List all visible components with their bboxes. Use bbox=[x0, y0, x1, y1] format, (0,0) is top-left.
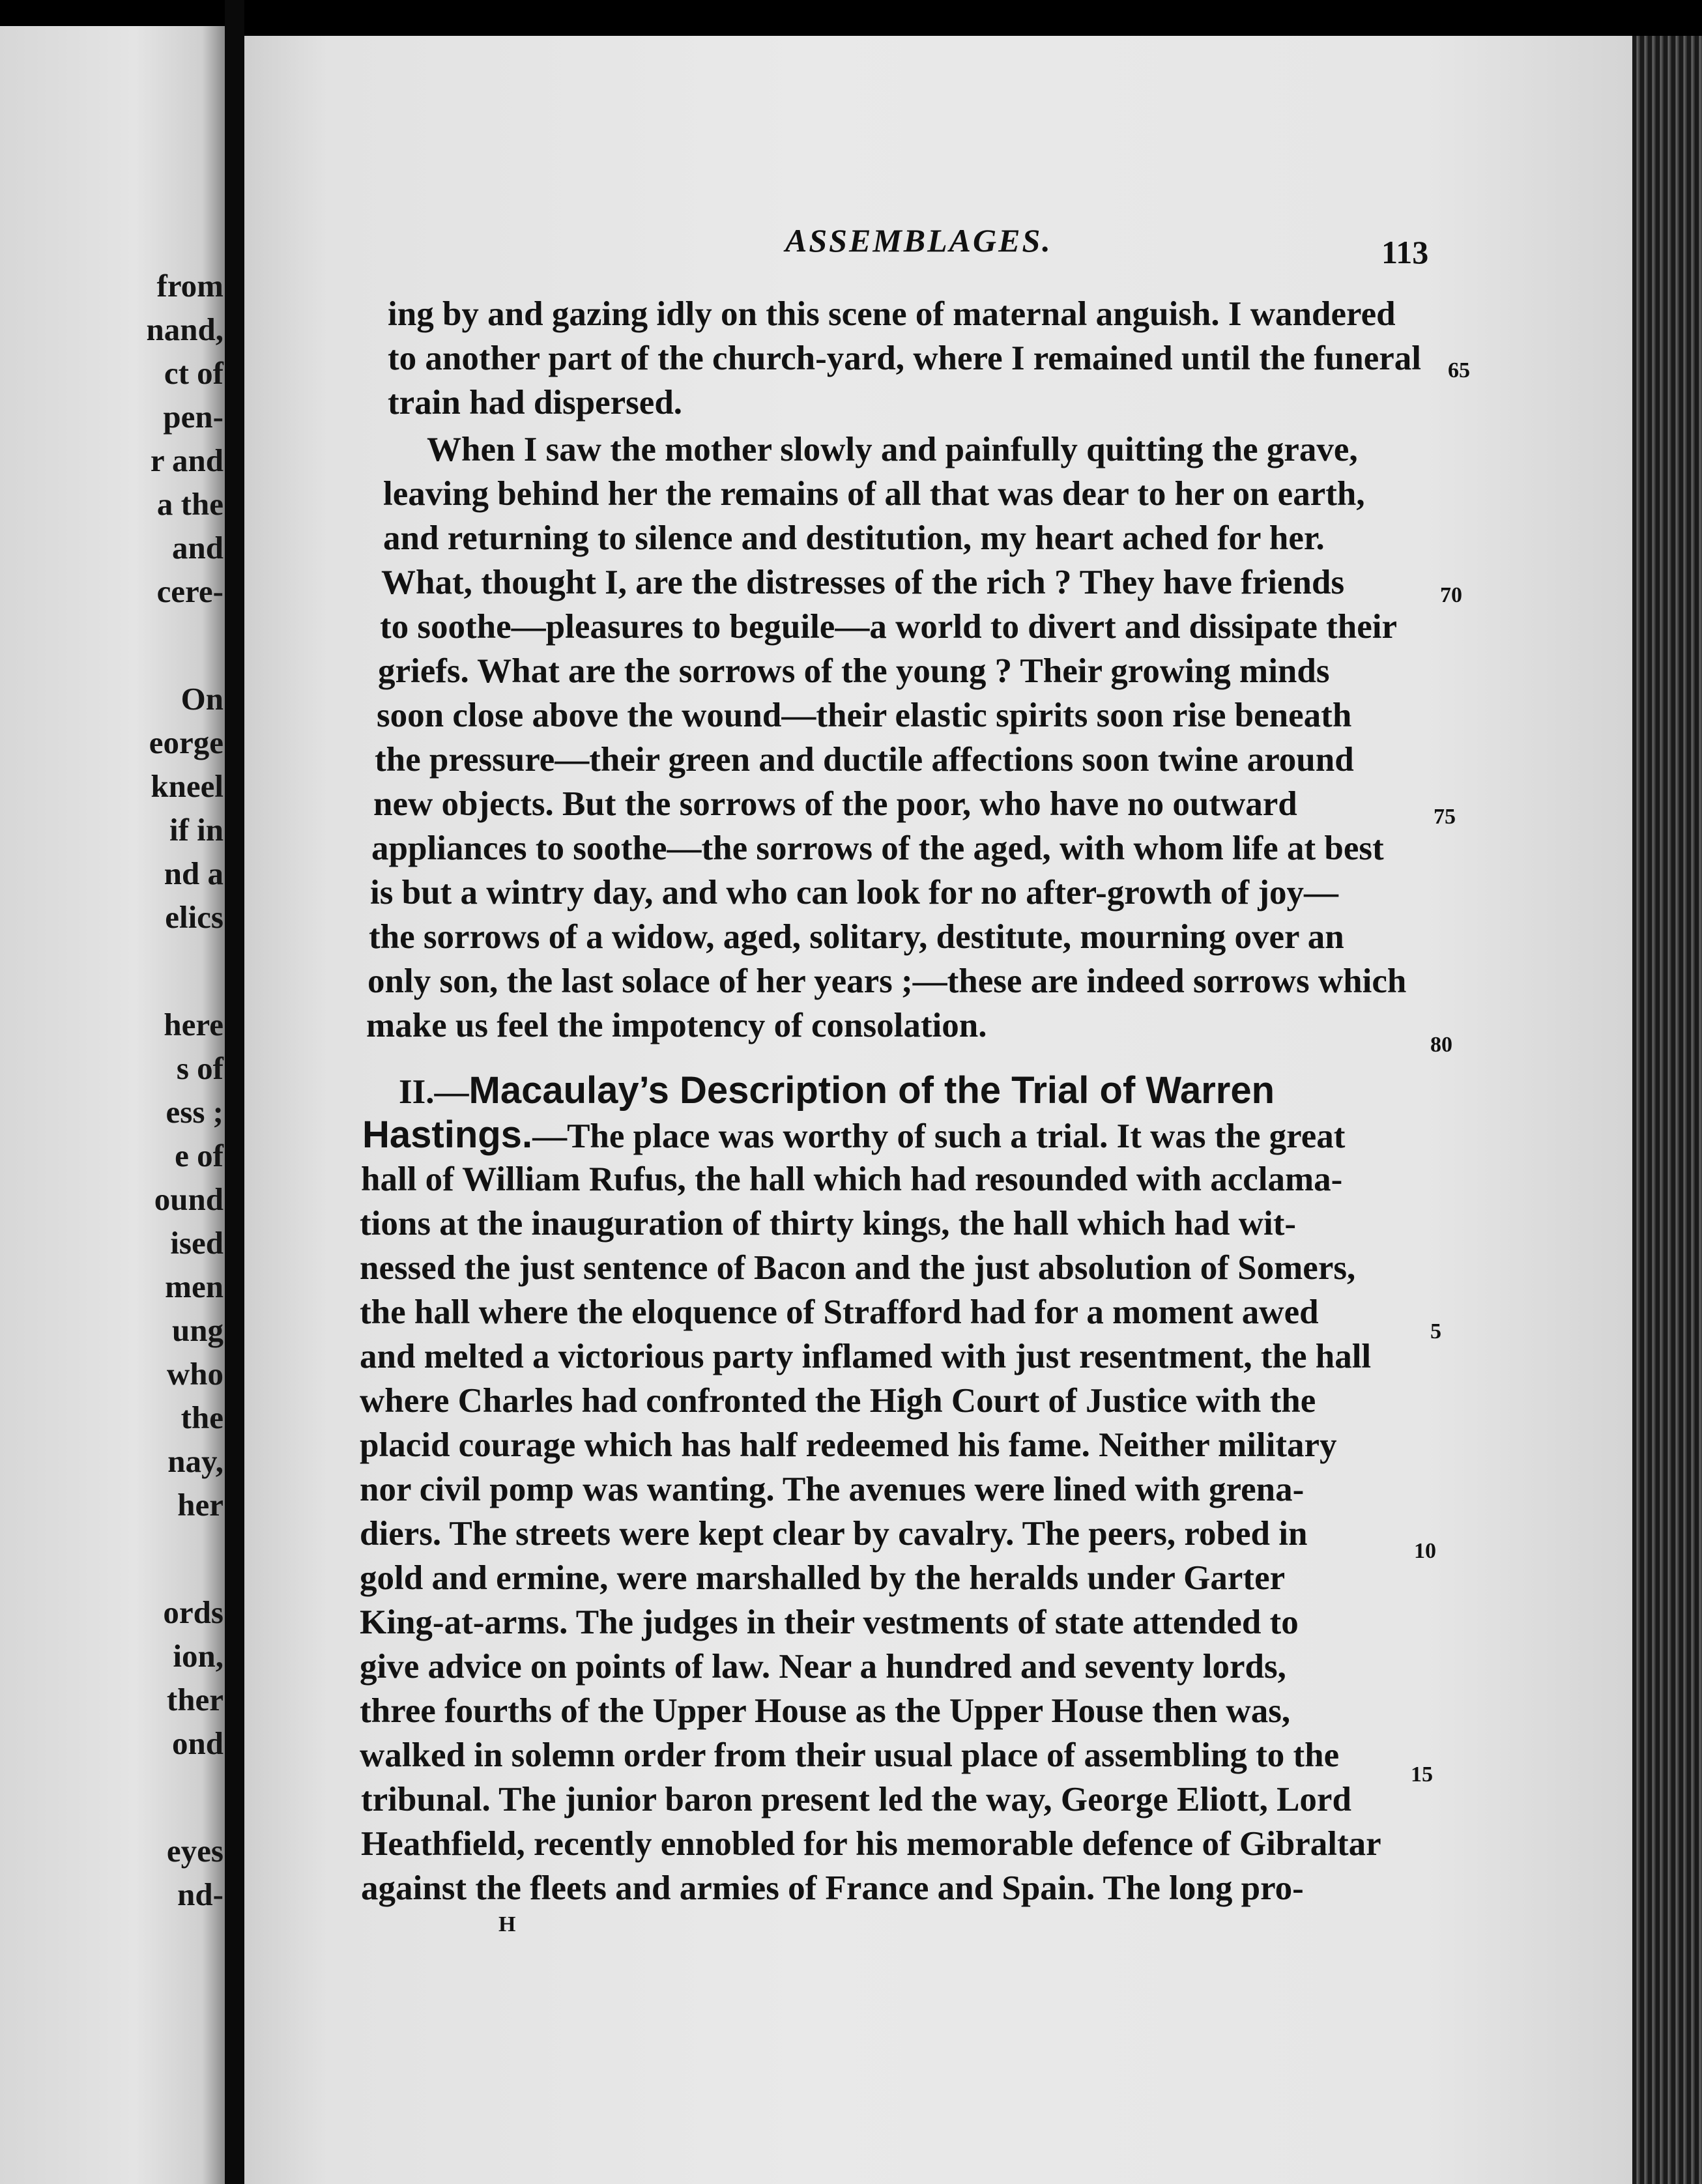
text-line: make us feel the impotency of consolation. bbox=[366, 1007, 987, 1044]
left-fragment: kneel bbox=[151, 768, 224, 804]
section-first-line bbox=[362, 1115, 1345, 1156]
page-edges bbox=[1632, 36, 1702, 2184]
left-fragment: nand, bbox=[146, 311, 224, 347]
line-number: 15 bbox=[1411, 1762, 1433, 1787]
text-line: griefs. What are the sorrows of the young ? Their growing minds bbox=[378, 652, 1330, 690]
text-line: against the fleets and armies of France and Spain. The long pro- bbox=[361, 1869, 1304, 1907]
text-line: give advice on points of law. Near a hundred and seventy lords, bbox=[360, 1648, 1286, 1686]
text-line: the pressure—their green and ductile affections soon twine around bbox=[375, 741, 1354, 779]
signature-mark: H bbox=[498, 1912, 516, 1936]
text-line: three fourths of the Upper House as the Upper House then was, bbox=[360, 1692, 1291, 1730]
left-facing-page bbox=[0, 26, 225, 2184]
line-number: 70 bbox=[1440, 583, 1462, 607]
text-line: nor civil pomp was wanting. The avenues were lined with grena- bbox=[360, 1471, 1305, 1508]
left-fragment: ised bbox=[170, 1225, 224, 1261]
text-line: the hall where the eloquence of Strafford had for a moment awed bbox=[360, 1293, 1319, 1331]
text-line: train had dispersed. bbox=[388, 384, 683, 422]
left-fragment: ords bbox=[163, 1594, 224, 1630]
left-fragment: ung bbox=[171, 1312, 224, 1348]
text-line: and melted a victorious party inflamed with just resentment, the hall bbox=[360, 1338, 1372, 1375]
left-fragment: ct of bbox=[164, 355, 224, 391]
text-line: gold and ermine, were marshalled by the heralds under Garter bbox=[360, 1559, 1286, 1597]
text-line: to soothe—pleasures to beguile—a world to divert and dissipate their bbox=[380, 608, 1398, 646]
text-line: tribunal. The junior baron present led the way, George Eliott, Lord bbox=[361, 1781, 1351, 1818]
left-fragment: ion, bbox=[173, 1638, 224, 1674]
line-number: 65 bbox=[1448, 358, 1470, 382]
left-fragment: and bbox=[171, 530, 224, 566]
line-number: 75 bbox=[1434, 805, 1456, 829]
left-fragment: ess ; bbox=[166, 1094, 224, 1130]
left-fragment: if in bbox=[169, 812, 224, 848]
left-fragment: nay, bbox=[167, 1443, 224, 1479]
line-number: 5 bbox=[1430, 1319, 1441, 1343]
line-number: 10 bbox=[1414, 1539, 1436, 1563]
text-line: soon close above the wound—their elastic spirits soon rise beneath bbox=[377, 697, 1352, 734]
left-fragment: men bbox=[165, 1269, 224, 1304]
left-fragment: e of bbox=[175, 1138, 224, 1173]
text-line: diers. The streets were kept clear by cavalry. The peers, robed in bbox=[360, 1515, 1308, 1553]
running-head: ASSEMBLAGES. bbox=[785, 222, 1052, 259]
left-fragment: ther bbox=[166, 1682, 224, 1717]
text-line: What, thought I, are the distresses of the rich ? They have friends bbox=[381, 564, 1345, 601]
section-heading bbox=[399, 1071, 1275, 1112]
text-line: King-at-arms. The judges in their vestments of state attended to bbox=[360, 1603, 1299, 1641]
book-gutter bbox=[225, 0, 244, 2184]
text-line: is but a wintry day, and who can look for no after-growth of joy— bbox=[370, 874, 1339, 912]
text-line: appliances to soothe—the sorrows of the aged, with whom life at best bbox=[371, 829, 1384, 867]
left-fragment: from bbox=[156, 268, 224, 304]
text-line: to another part of the church-yard, where I remained until the funeral bbox=[388, 339, 1421, 377]
text-line: tions at the inauguration of thirty kings, the hall which had wit- bbox=[360, 1205, 1297, 1243]
text-line: leaving behind her the remains of all that was dear to her on earth, bbox=[383, 475, 1365, 513]
left-fragment: a the bbox=[156, 486, 224, 522]
left-fragment: s of bbox=[176, 1050, 224, 1086]
text-line: where Charles had confronted the High Court of Justice with the bbox=[360, 1382, 1316, 1420]
left-fragment: eorge bbox=[149, 725, 224, 760]
left-fragment: On bbox=[180, 681, 224, 717]
left-fragment: who bbox=[166, 1356, 224, 1392]
section-first-text: —The place was worthy of such a trial. It was the great bbox=[532, 1117, 1346, 1155]
left-fragment: elics bbox=[165, 899, 224, 935]
text-line: walked in solemn order from their usual place of assembling to the bbox=[360, 1736, 1340, 1774]
text-line: and returning to silence and destitution, my heart ached for her. bbox=[383, 519, 1325, 557]
left-fragment: eyes bbox=[166, 1833, 224, 1869]
section-number: II.— bbox=[399, 1073, 469, 1111]
left-fragment: the bbox=[180, 1400, 224, 1435]
text-line: only son, the last solace of her years ;—these are indeed sorrows which bbox=[368, 962, 1407, 1000]
page-number: 113 bbox=[1381, 234, 1429, 270]
text-line: When I saw the mother slowly and painfully quitting the grave, bbox=[427, 431, 1358, 468]
left-fragment: ond bbox=[171, 1725, 224, 1761]
text-line: Heathfield, recently ennobled for his memorable defence of Gibraltar bbox=[361, 1825, 1381, 1863]
left-fragment: nd a bbox=[164, 855, 224, 891]
text-line: placid courage which has half redeemed his fame. Neither military bbox=[360, 1426, 1337, 1464]
left-fragment: pen- bbox=[163, 399, 224, 435]
left-fragment: r and bbox=[150, 442, 224, 478]
text-line: nessed the just sentence of Bacon and the just absolution of Somers, bbox=[360, 1249, 1356, 1287]
text-line: new objects. But the sorrows of the poor, who have no outward bbox=[373, 785, 1297, 823]
text-line: the sorrows of a widow, aged, solitary, destitute, mourning over an bbox=[369, 918, 1344, 956]
left-fragment: here bbox=[164, 1007, 224, 1042]
left-fragment: ound bbox=[154, 1181, 224, 1217]
section-title: Macaulay’s Description of the Trial of Warren bbox=[469, 1069, 1275, 1112]
text-line: ing by and gazing idly on this scene of maternal anguish. I wandered bbox=[388, 295, 1396, 333]
left-fragment: her bbox=[177, 1487, 224, 1523]
text-line: hall of William Rufus, the hall which had resounded with acclama- bbox=[361, 1160, 1343, 1198]
left-fragment: nd- bbox=[177, 1876, 224, 1912]
line-number: 80 bbox=[1430, 1033, 1452, 1057]
section-title-continued: Hastings. bbox=[362, 1114, 533, 1156]
left-fragment: cere- bbox=[156, 573, 224, 609]
